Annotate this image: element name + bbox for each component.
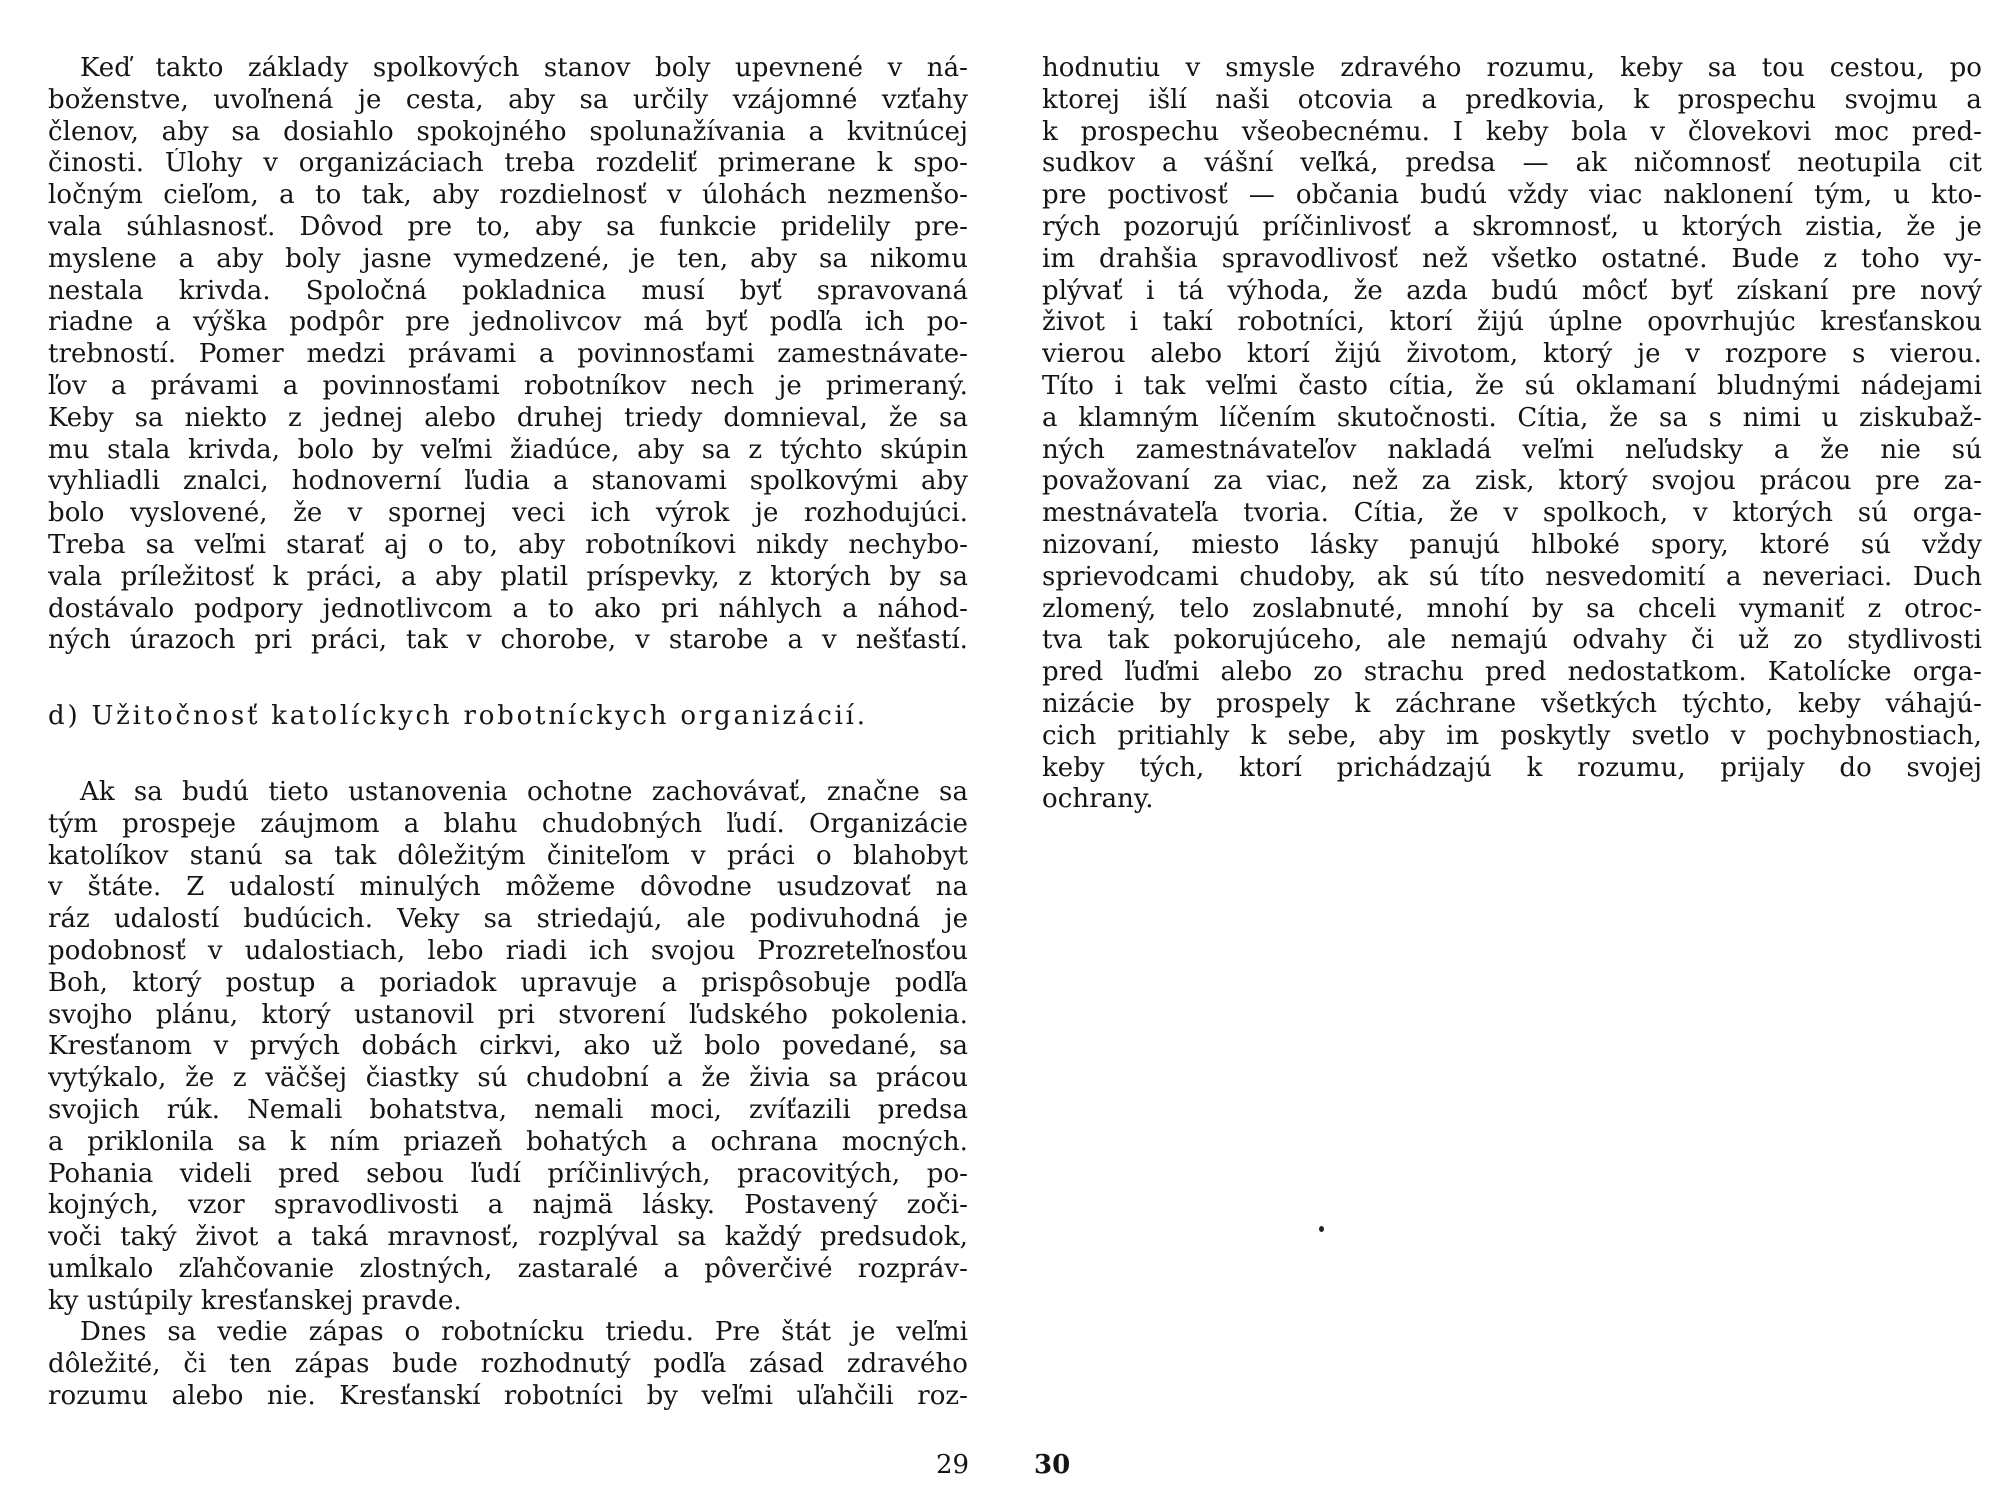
text-line: Keď takto základy spolkových stanov boly upevnené v ná- <box>80 53 968 83</box>
text-line: katolíkov stanú sa tak dôležitým činiteľom v práci o blahobyt <box>48 840 968 871</box>
right-text-column <box>1042 53 1982 816</box>
text-line: im drahšia spravodlivosť než všetko ostatné. Bude z toho vy- <box>1042 243 1982 274</box>
text-line: umĺkalo zľahčovanie zlostných, zastaralé a pôverčivé rozpráv- <box>48 1253 968 1284</box>
text-line: zlomený, telo zoslabnuté, mnohí by sa chceli vymaniť z otroc- <box>1042 593 1982 624</box>
text-line: Ak sa budú tieto ustanovenia ochotne zachovávať, značne sa <box>80 776 968 807</box>
text-line: svojho plánu, ktorý ustanovil pri stvorení ľudského pokolenia. <box>48 999 968 1030</box>
text-line: hodnutiu v smysle zdravého rozumu, keby sa tou cestou, po <box>1042 53 1982 83</box>
spacer <box>48 733 968 777</box>
left-text-column <box>48 53 968 1413</box>
text-line: členov, aby sa dosiahlo spokojného spolunažívania a kvitnúcej <box>48 116 968 147</box>
text-line: myslene a aby boly jasne vymedzené, je ten, aby sa nikomu <box>48 243 968 274</box>
text-line: boženstve, uvoľnená je cesta, aby sa určily vzájomné vzťahy <box>48 84 968 115</box>
text-line: ľov a právami a povinnosťami robotníkov nech je primeraný. <box>48 370 968 401</box>
text-line: sudkov a vášní veľká, predsa — ak ničomnosť neotupila cit <box>1042 148 1982 179</box>
ink-speck <box>1319 1226 1324 1232</box>
text-line: považovaní za viac, než za zisk, ktorý svojou prácou pre za- <box>1042 466 1982 497</box>
text-line: Dnes sa vedie zápas o robotnícku triedu. Pre štát je veľmi <box>80 1317 968 1348</box>
text-line: dostávalo podpory jednotlivcom a to ako pri náhlych a náhod- <box>48 593 968 624</box>
spacer <box>48 657 968 701</box>
text-line: mu stala krivda, bolo by veľmi žiadúce, aby sa z týchto skúpin <box>48 434 968 465</box>
text-line: Kresťanom v prvých dobách cirkvi, ako už bolo povedané, sa <box>48 1031 968 1062</box>
text-line: voči taký život a taká mravnosť, rozplýval sa každý predsudok, <box>48 1222 968 1253</box>
page-number: 30 <box>1034 1450 1071 1480</box>
text-line: podobnosť v udalostiach, lebo riadi ich svojou Prozreteľnosťou <box>48 935 968 966</box>
text-line: a klamným líčením skutočnosti. Cítia, že sa s nimi u ziskubaž- <box>1042 402 1982 433</box>
text-line: trebností. Pomer medzi právami a povinnosťami zamestnávate- <box>48 339 968 370</box>
section-heading: d) Užitočnosť katolíckych robotníckych organizácií. <box>48 701 868 732</box>
text-line: kojných, vzor spravodlivosti a najmä lásky. Postavený zoči- <box>48 1190 968 1221</box>
text-line: sprievodcami chudoby, ak sú títo nesvedomití a neveriaci. Duch <box>1042 561 1982 592</box>
text-line: vala príležitosť k práci, a aby platil príspevky, z ktorých by sa <box>48 561 968 592</box>
text-line: cich pritiahly k sebe, aby im poskytly svetlo v pochybnostiach, <box>1042 720 1982 751</box>
text-line: ky ustúpily kresťanskej pravde. <box>48 1285 462 1316</box>
text-line: nizácie by prospely k záchrane všetkých týchto, keby váhajú- <box>1042 688 1982 719</box>
text-line: nestala krivda. Spoločná pokladnica musí byť spravovaná <box>48 275 968 306</box>
text-line: ráz udalostí budúcich. Veky sa striedajú, ale podivuhodná je <box>48 904 968 935</box>
text-line: bolo vyslovené, že v spornej veci ich výrok je rozhodujúci. <box>48 498 968 529</box>
text-line: mestnávateľa tvoria. Cítia, že v spolkoch, v ktorých sú orga- <box>1042 498 1982 529</box>
text-line: vytýkalo, že z väčšej čiastky sú chudobní a že živia sa prácou <box>48 1063 968 1094</box>
text-line: k prospechu všeobecnému. I keby bola v človekovi moc pred- <box>1042 116 1982 147</box>
text-line: dôležité, či ten zápas bude rozhodnutý podľa zásad zdravého <box>48 1349 968 1380</box>
text-line: pre poctivosť — občania budú vždy viac naklonení tým, u kto- <box>1042 180 1982 211</box>
text-line: ločným cieľom, a to tak, aby rozdielnosť v úlohách nezmenšo- <box>48 180 968 211</box>
text-line: keby tých, ktorí prichádzajú k rozumu, prijaly do svojej <box>1042 752 1982 783</box>
right-page <box>1010 0 1994 1500</box>
text-line: Keby sa niekto z jednej alebo druhej triedy domnieval, že sa <box>48 402 968 433</box>
text-line: vierou alebo ktorí žijú životom, ktorý je v rozpore s vierou. <box>1042 339 1982 370</box>
text-line: ktorej išlí naši otcovia a predkovia, k prospechu svojmu a <box>1042 84 1982 115</box>
text-line: nizovaní, miesto lásky panujú hlboké spory, ktoré sú vždy <box>1042 529 1982 560</box>
text-line: vala súhlasnosť. Dôvod pre to, aby sa funkcie pridelily pre- <box>48 211 968 242</box>
text-line: Títo i tak veľmi často cítia, že sú oklamaní bludnými nádejami <box>1042 370 1982 401</box>
text-line: ných zamestnávateľov nakladá veľmi neľudsky a že nie sú <box>1042 434 1982 465</box>
text-line: plývať i tá výhoda, že azda budú môcť byť získaní pre nový <box>1042 275 1982 306</box>
text-line: ochrany. <box>1042 784 1154 815</box>
text-line: rozumu alebo nie. Kresťanskí robotníci by veľmi uľahčili roz- <box>48 1381 968 1412</box>
page-number: 29 <box>936 1450 970 1480</box>
text-line: tva tak pokorujúceho, ale nemajú odvahy či už zo stydlivosti <box>1042 625 1982 656</box>
text-line: činosti. Úlohy v organizáciach treba rozdeliť primerane k spo- <box>48 148 968 179</box>
text-line: Treba sa veľmi starať aj o to, aby robotníkovi nikdy nechybo- <box>48 529 968 560</box>
text-line: tým prospeje záujmom a blahu chudobných ľudí. Organizácie <box>48 808 968 839</box>
text-line: Boh, ktorý postup a poriadok upravuje a prispôsobuje podľa <box>48 967 968 998</box>
text-line: svojich rúk. Nemali bohatstva, nemali moci, zvíťazili predsa <box>48 1094 968 1125</box>
text-line: život i takí robotníci, ktorí žijú úplne opovrhujúc kresťanskou <box>1042 307 1982 338</box>
text-line: pred ľuďmi alebo zo strachu pred nedostatkom. Katolícke orga- <box>1042 657 1982 688</box>
text-line: v štáte. Z udalostí minulých môžeme dôvodne usudzovať na <box>48 872 968 903</box>
text-line: Pohania videli pred sebou ľudí príčinlivých, pracovitých, po- <box>48 1158 968 1189</box>
text-line: rých pozorujú príčinlivosť a skromnosť, u ktorých zistia, že je <box>1042 211 1982 242</box>
text-line: a priklonila sa k ním priazeň bohatých a ochrana mocných. <box>48 1126 968 1157</box>
text-line: riadne a výška podpôr pre jednolivcov má byť podľa ich po- <box>48 307 968 338</box>
text-line: vyhliadli znalci, hodnoverní ľudia a stanovami spolkovými aby <box>48 466 968 497</box>
text-line: ných úrazoch pri práci, tak v chorobe, v starobe a v nešťastí. <box>48 625 968 656</box>
